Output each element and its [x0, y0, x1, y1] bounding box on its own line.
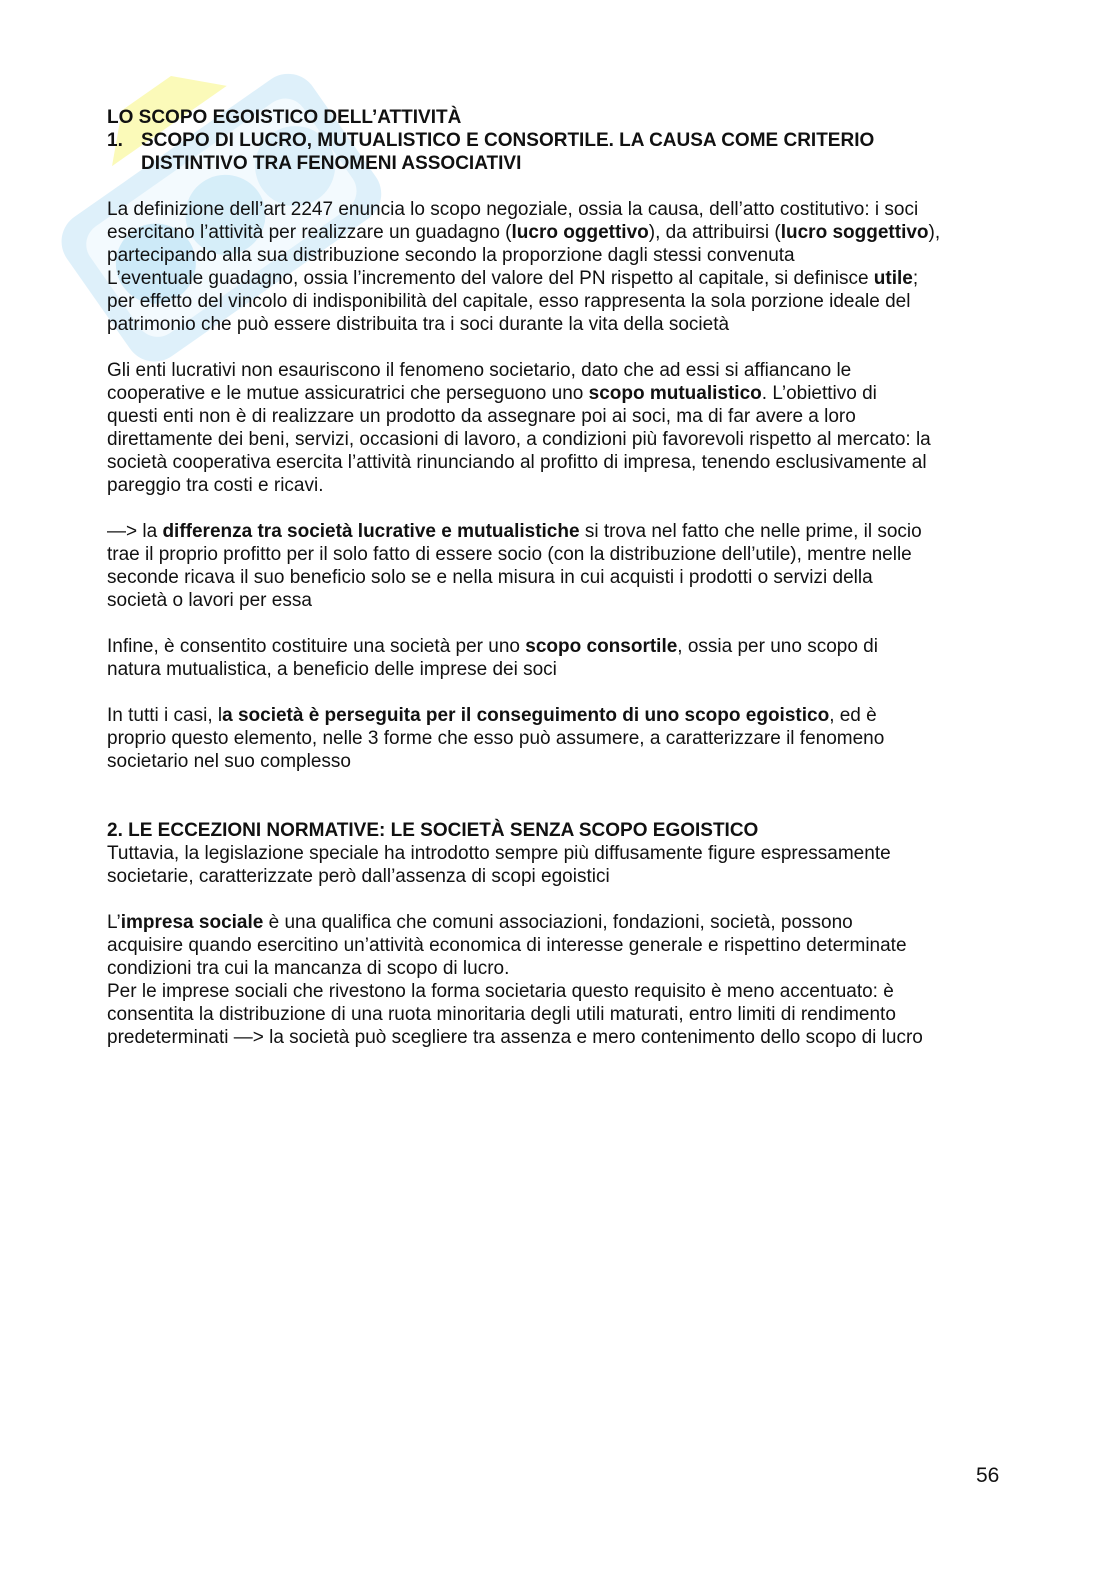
- p5-line: proprio questo elemento, nelle 3 forme che esso può assumere, a caratterizzare il fenomeno: [107, 728, 885, 749]
- p1-line: partecipando alla sua distribuzione secondo la proporzione dagli stessi convenuta: [107, 245, 795, 266]
- p7-line: acquisire quando esercitino un’attività economica di interesse generale e rispettino determinate: [107, 935, 907, 956]
- p6-line: societarie, caratterizzate però dall’assenza di scopi egoistici: [107, 866, 610, 887]
- page-number: 56: [976, 1464, 1000, 1487]
- p1-line: patrimonio che può essere distribuita tra i soci durante la vita della società: [107, 314, 730, 335]
- paragraph-1: [107, 198, 1007, 336]
- heading-1-number: 1.: [107, 130, 123, 151]
- heading-2: 2. LE ECCEZIONI NORMATIVE: LE SOCIETÀ SENZA SCOPO EGOISTICO: [107, 820, 759, 841]
- p1-line: La definizione dell’art 2247 enuncia lo scopo negoziale, ossia la causa, dell’atto costitutivo: i soci: [107, 199, 919, 220]
- p4-line: natura mutualistica, a beneficio delle imprese dei soci: [107, 659, 557, 680]
- heading-1-line1: SCOPO DI LUCRO, MUTUALISTICO E CONSORTILE. LA CAUSA COME CRITERIO: [141, 130, 875, 151]
- p7-line: consentita la distribuzione di una ruota minoritaria degli utili maturati, entro limiti di rendimento: [107, 1004, 896, 1025]
- p1-line: L’eventuale guadagno, ossia l’incremento del valore del PN rispetto al capitale, si definisce utile;: [107, 268, 919, 289]
- heading-1: [107, 129, 1007, 175]
- p7-line: Per le imprese sociali che rivestono la forma societaria questo requisito è meno accentuato: è: [107, 981, 894, 1002]
- paragraph-2: [107, 359, 1007, 497]
- p2-line: questi enti non è di realizzare un prodotto da assegnare poi ai soci, ma di far avere a loro: [107, 406, 856, 427]
- heading-1-line2: DISTINTIVO TRA FENOMENI ASSOCIATIVI: [141, 153, 522, 174]
- p7-line: condizioni tra cui la mancanza di scopo di lucro.: [107, 958, 510, 979]
- paragraph-3: [107, 520, 1007, 612]
- p2-line: società cooperativa esercita l’attività rinunciando al profitto di impresa, tenendo esclusivamente al: [107, 452, 927, 473]
- section-title: LO SCOPO EGOISTICO DELL’ATTIVITÀ: [107, 107, 462, 128]
- p7-line: predeterminati —> la società può scegliere tra assenza e mero contenimento dello scopo di lucro: [107, 1027, 923, 1048]
- paragraph-7: [107, 911, 1007, 1049]
- paragraph-6: [107, 842, 1007, 888]
- p5-line: societario nel suo complesso: [107, 751, 351, 772]
- p5-line: In tutti i casi, la società è perseguita per il conseguimento di uno scopo egoistico, ed è: [107, 705, 877, 726]
- p2-line: direttamente dei beni, servizi, occasioni di lavoro, a condizioni più favorevoli rispetto al mercato: la: [107, 429, 931, 450]
- p1-line: per effetto del vincolo di indisponibilità del capitale, esso rappresenta la sola porzione ideale del: [107, 291, 911, 312]
- p7-line: L’impresa sociale è una qualifica che comuni associazioni, fondazioni, società, possono: [107, 912, 853, 933]
- paragraph-4: [107, 635, 1007, 681]
- p2-line: Gli enti lucrativi non esauriscono il fenomeno societario, dato che ad essi si affiancano le: [107, 360, 852, 381]
- p4-line: Infine, è consentito costituire una società per uno scopo consortile, ossia per uno scopo di: [107, 636, 878, 657]
- p1-line: esercitano l’attività per realizzare un guadagno (lucro oggettivo), da attribuirsi (lucro soggettivo),: [107, 222, 941, 243]
- p2-line: pareggio tra costi e ricavi.: [107, 475, 324, 496]
- p2-line: cooperative e le mutue assicuratrici che perseguono uno scopo mutualistico. L’obiettivo di: [107, 383, 877, 404]
- paragraph-5: [107, 704, 1007, 773]
- document-body: [107, 106, 1007, 1049]
- p3-line: —> la differenza tra società lucrative e mutualistiche si trova nel fatto che nelle prime, il socio: [107, 521, 922, 542]
- p3-line: trae il proprio profitto per il solo fatto di essere socio (con la distribuzione dell’utile), mentre nelle: [107, 544, 912, 565]
- p6-line: Tuttavia, la legislazione speciale ha introdotto sempre più diffusamente figure espressamente: [107, 843, 891, 864]
- p3-line: società o lavori per essa: [107, 590, 312, 611]
- p3-line: seconde ricava il suo beneficio solo se e nella misura in cui acquisti i prodotti o servizi della: [107, 567, 873, 588]
